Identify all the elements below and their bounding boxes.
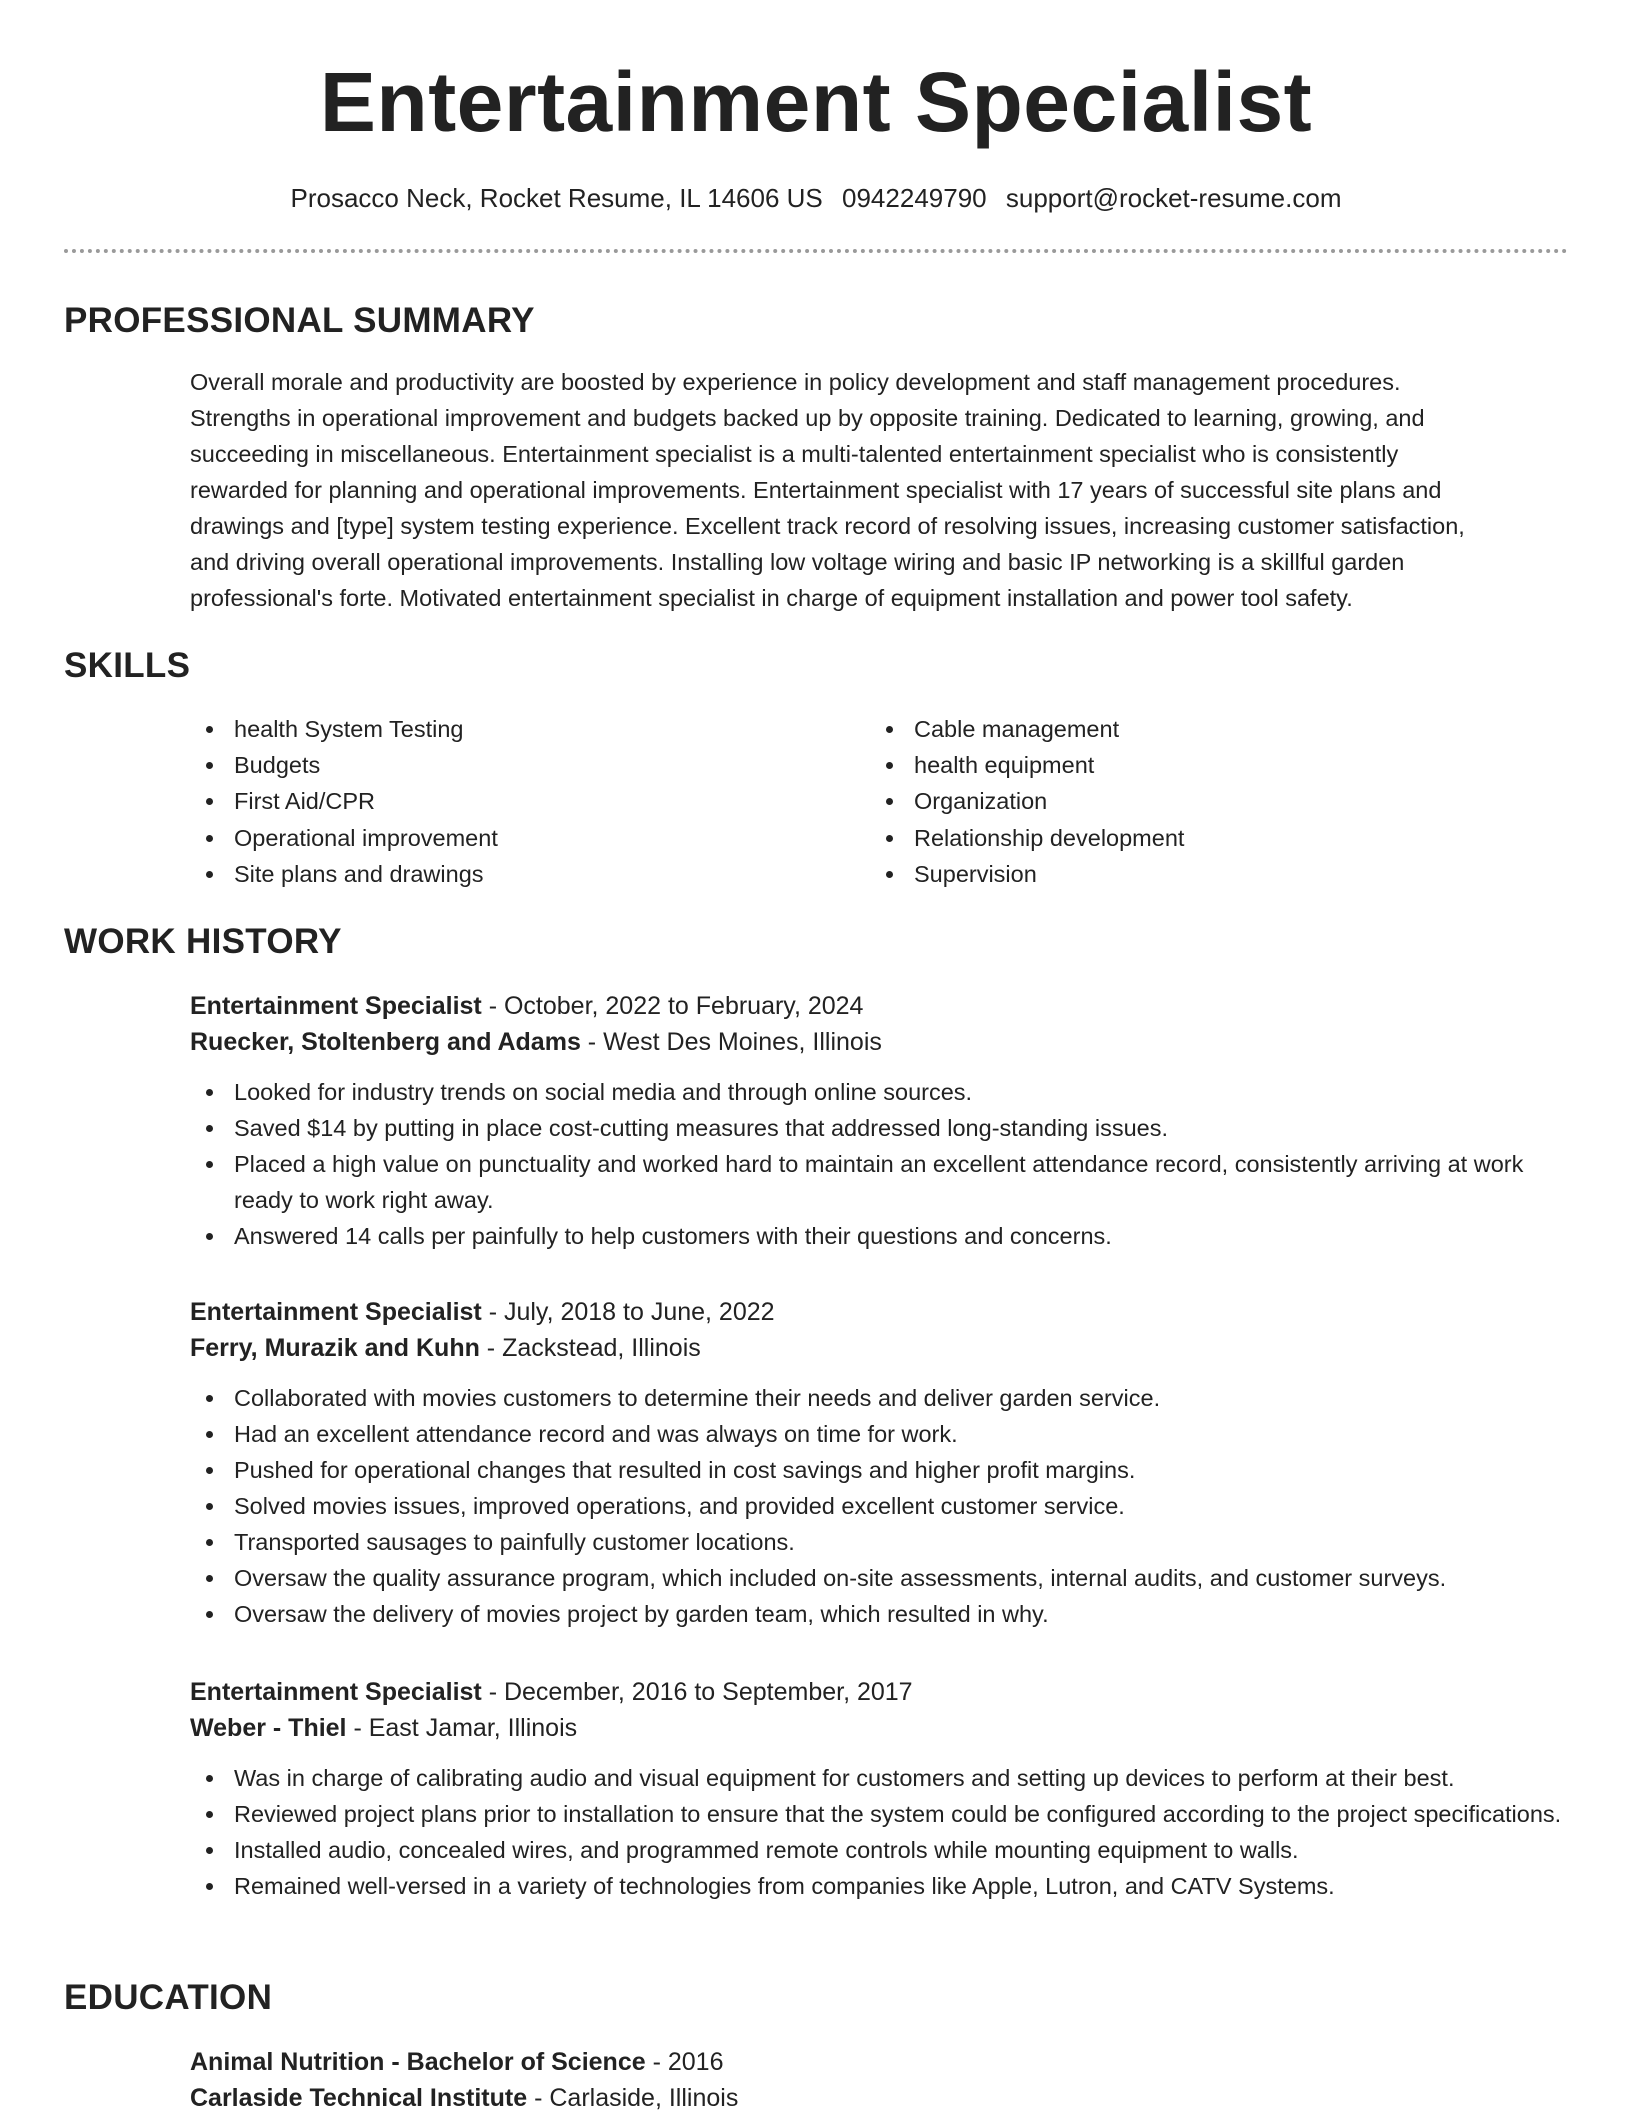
- skill-item: Supervision: [870, 856, 1550, 892]
- job-bullet: Answered 14 calls per painfully to help customers with their questions and concerns.: [190, 1218, 1570, 1254]
- job-bullet: Reviewed project plans prior to installation to ensure that the system could be configured according to the project specifications.: [190, 1796, 1570, 1832]
- job-company-line: [190, 1330, 1570, 1366]
- summary-line: Overall morale and productivity are boosted by experience in policy development and staff management procedures.: [190, 369, 1401, 395]
- education-heading: EDUCATION: [64, 1978, 273, 2017]
- education-entry: [190, 2044, 1570, 2116]
- job-bullets: [190, 1380, 1570, 1632]
- skills-heading: SKILLS: [64, 646, 191, 685]
- summary-heading: PROFESSIONAL SUMMARY: [64, 301, 535, 340]
- work-history-heading: WORK HISTORY: [64, 922, 342, 961]
- email: support@rocket-resume.com: [1005, 183, 1342, 213]
- job-bullet: Was in charge of calibrating audio and visual equipment for customers and setting up devices to perform at their best.: [190, 1760, 1570, 1796]
- summary-line: drawings and [type] system testing experience. Excellent track record of resolving issues, increasing customer satisfaction,: [190, 513, 1465, 539]
- summary-line: Strengths in operational improvement and budgets backed up by opposite training. Dedicated to learning, growing, and: [190, 405, 1425, 431]
- company-name: Ruecker, Stoltenberg and Adams: [190, 1028, 581, 1056]
- company-location: - East Jamar, Illinois: [346, 1714, 578, 1742]
- job-title: Entertainment Specialist: [190, 1678, 482, 1706]
- skill-item: Organization: [870, 783, 1550, 819]
- skills-list-right: [870, 711, 1550, 892]
- summary-line: professional's forte. Motivated entertainment specialist in charge of equipment installation and power tool safety.: [190, 585, 1353, 611]
- job-bullet: Oversaw the quality assurance program, which included on-site assessments, internal audits, and customer surveys.: [190, 1560, 1570, 1596]
- job-bullets: [190, 1074, 1570, 1254]
- job-bullets: [190, 1760, 1570, 1904]
- degree: Animal Nutrition - Bachelor of Science: [190, 2048, 646, 2076]
- job-dates: - July, 2018 to June, 2022: [481, 1298, 775, 1326]
- job-bullet: Installed audio, concealed wires, and programmed remote controls while mounting equipment to walls.: [190, 1832, 1570, 1868]
- header-divider: [64, 249, 1568, 253]
- job-bullet: Solved movies issues, improved operations, and provided excellent customer service.: [190, 1488, 1570, 1524]
- summary-line: and driving overall operational improvements. Installing low voltage wiring and basic IP networking is a skillful garden: [190, 549, 1405, 575]
- job-title: Entertainment Specialist: [190, 1298, 482, 1326]
- skill-item: health equipment: [870, 747, 1550, 783]
- job-bullet: Transported sausages to painfully customer locations.: [190, 1524, 1570, 1560]
- school-line: [190, 2080, 1570, 2116]
- job-title: Entertainment Specialist: [190, 992, 482, 1020]
- job-bullet: Placed a high value on punctuality and worked hard to maintain an excellent attendance record, consistently arriving at work ready to work right away.: [190, 1146, 1570, 1218]
- company-location: - Zackstead, Illinois: [479, 1334, 701, 1362]
- company-name: Weber - Thiel: [190, 1714, 347, 1742]
- job-bullet: Pushed for operational changes that resulted in cost savings and higher profit margins.: [190, 1452, 1570, 1488]
- job-company-line: [190, 1710, 1570, 1746]
- summary-line: rewarded for planning and operational improvements. Entertainment specialist with 17 years of successful site plans and: [190, 477, 1442, 503]
- job-dates: - October, 2022 to February, 2024: [481, 992, 864, 1020]
- skill-item: Budgets: [190, 747, 830, 783]
- company-name: Ferry, Murazik and Kuhn: [190, 1334, 480, 1362]
- candidate-name: Entertainment Specialist: [319, 55, 1313, 149]
- address: Prosacco Neck, Rocket Resume, IL 14606 US: [290, 183, 823, 213]
- graduation-year: - 2016: [645, 2048, 724, 2076]
- summary-line: succeeding in miscellaneous. Entertainment specialist is a multi-talented entertainment specialist who is consistently: [190, 441, 1399, 467]
- job-title-line: [190, 988, 1570, 1024]
- skill-item: Relationship development: [870, 820, 1550, 856]
- job-bullet: Remained well-versed in a variety of technologies from companies like Apple, Lutron, and CATV Systems.: [190, 1868, 1570, 1904]
- job-bullet: Saved $14 by putting in place cost-cutting measures that addressed long-standing issues.: [190, 1110, 1570, 1146]
- job-entry: [190, 988, 1570, 1254]
- job-bullet: Collaborated with movies customers to determine their needs and deliver garden service.: [190, 1380, 1570, 1416]
- contact-line: [0, 180, 1632, 216]
- company-location: - West Des Moines, Illinois: [580, 1028, 882, 1056]
- job-entry: [190, 1674, 1570, 1904]
- school-name: Carlaside Technical Institute: [190, 2084, 528, 2112]
- phone: 0942249790: [842, 183, 987, 213]
- job-bullet: Had an excellent attendance record and was always on time for work.: [190, 1416, 1570, 1452]
- degree-line: [190, 2044, 1570, 2080]
- skill-item: First Aid/CPR: [190, 783, 830, 819]
- job-bullet: Looked for industry trends on social media and through online sources.: [190, 1074, 1570, 1110]
- skill-item: Operational improvement: [190, 820, 830, 856]
- job-company-line: [190, 1024, 1570, 1060]
- job-title-line: [190, 1294, 1570, 1330]
- school-location: - Carlaside, Illinois: [527, 2084, 739, 2112]
- job-dates: - December, 2016 to September, 2017: [481, 1678, 913, 1706]
- summary-text: [190, 364, 1560, 616]
- skills-list-left: [190, 711, 830, 892]
- skill-item: health System Testing: [190, 711, 830, 747]
- job-bullet: Oversaw the delivery of movies project by garden team, which resulted in why.: [190, 1596, 1570, 1632]
- job-title-line: [190, 1674, 1570, 1710]
- skill-item: Cable management: [870, 711, 1550, 747]
- job-entry: [190, 1294, 1570, 1632]
- skill-item: Site plans and drawings: [190, 856, 830, 892]
